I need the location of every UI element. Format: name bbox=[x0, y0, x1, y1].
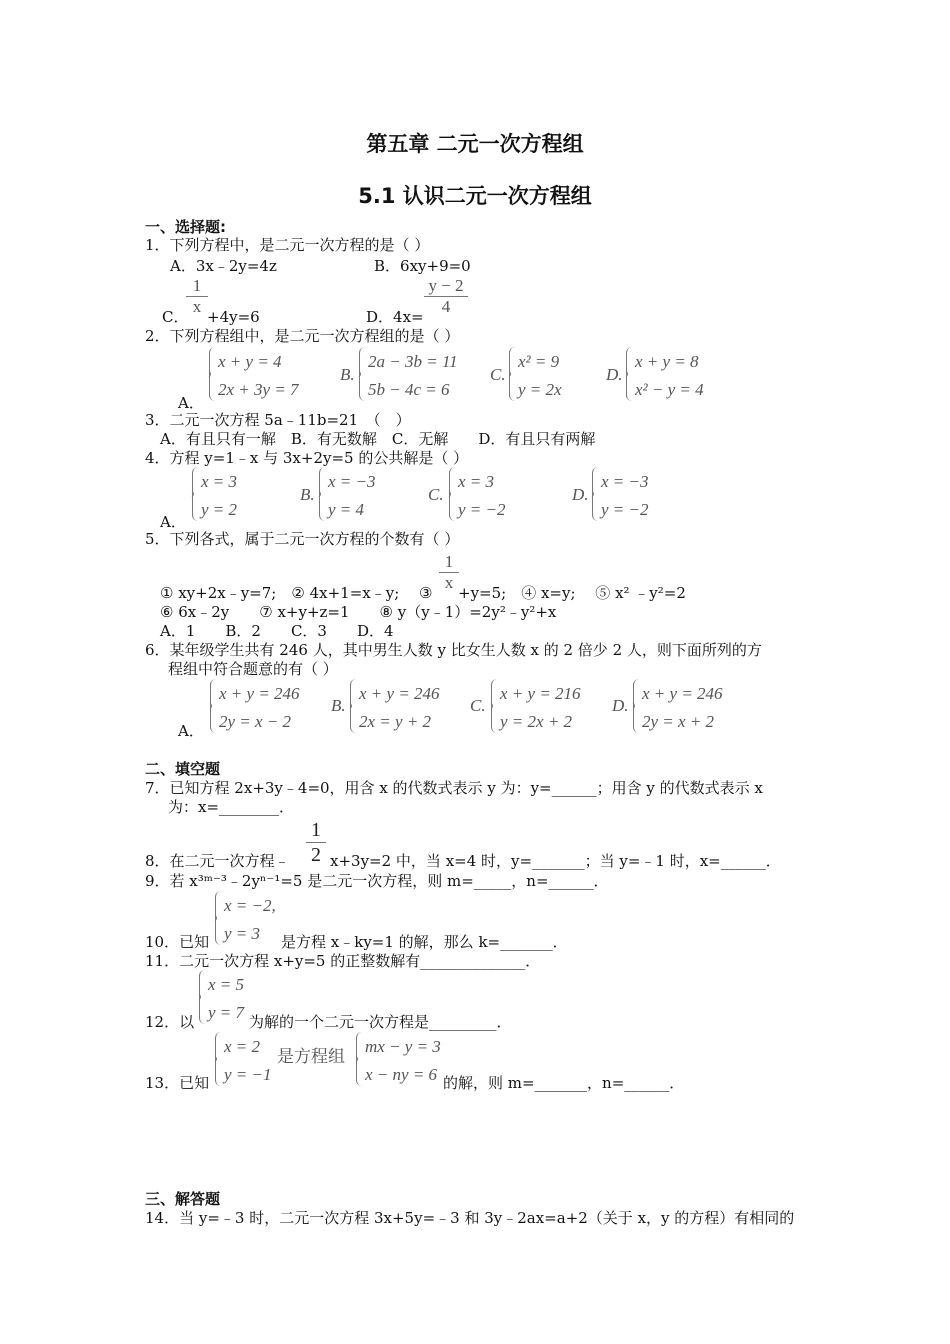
q1-c-denominator: x bbox=[192, 297, 202, 316]
q2-d-label: D. bbox=[606, 365, 623, 384]
part2-heading: 二、填空题 bbox=[145, 760, 221, 778]
q10-eq2: y = 3 bbox=[224, 924, 261, 943]
q6-c-label: C. bbox=[470, 696, 486, 715]
q4-d-eq2: y = −2 bbox=[601, 500, 649, 519]
q5-line2: ⑥ 6x﹣2y ⑦ x+y+z=1 ⑧ y（y﹣1）=2y²﹣y²+x bbox=[160, 603, 557, 621]
q6-stem-line1: 6．某年级学生共有 246 人，其中男生人数 y 比女生人数 x 的 2 倍少 2 人，则下面所列的方 bbox=[145, 641, 762, 659]
q13-part2: 的解，则 m=_______，n=______． bbox=[443, 1074, 685, 1092]
q5-denominator: x bbox=[444, 573, 454, 592]
chapter-title: 第五章 二元一次方程组 bbox=[366, 132, 584, 156]
q6-b-eq1: x + y = 246 bbox=[359, 684, 440, 703]
q6-c-eq1: x + y = 216 bbox=[500, 684, 581, 703]
q2-b-label: B. bbox=[340, 365, 355, 384]
q1-c-fraction bbox=[186, 276, 208, 317]
q8-fraction bbox=[306, 818, 326, 867]
q1-option-d-label: D．4x= bbox=[366, 308, 424, 326]
q12-part2: 为解的一个二元一次方程是_________． bbox=[249, 1013, 512, 1031]
brace-icon bbox=[626, 347, 633, 401]
q13-eq1: x = 2 bbox=[224, 1037, 261, 1056]
part3-heading: 三、解答题 bbox=[145, 1190, 221, 1208]
q2-a-eq2: 2x + 3y = 7 bbox=[218, 380, 299, 399]
q2-a-eq1: x + y = 4 bbox=[218, 352, 282, 371]
q1-d-numerator: y − 2 bbox=[424, 276, 468, 297]
q12-eq2: y = 7 bbox=[208, 1003, 245, 1022]
q6-d-label: D. bbox=[612, 696, 629, 715]
q3-options: A．有且只有一解 B．有无数解 C．无解 D．有且只有两解 bbox=[160, 430, 596, 448]
q4-a-eq2: y = 2 bbox=[201, 500, 238, 519]
q8-denominator: 2 bbox=[311, 844, 321, 866]
q7-line1: 7．已知方程 2x+3y﹣4=0，用含 x 的代数式表示 y 为：y=______；用含 y 的代数式表示 x bbox=[145, 779, 763, 797]
q4-b-eq2: y = 4 bbox=[328, 500, 365, 519]
q10-part1: 10．已知 bbox=[145, 933, 210, 951]
brace-icon bbox=[210, 679, 217, 733]
brace-icon bbox=[359, 347, 366, 401]
q11: 11．二元一次方程 x+y=5 的正整数解有______________． bbox=[145, 952, 541, 970]
brace-icon bbox=[319, 467, 326, 521]
q2-c-label: C. bbox=[490, 365, 506, 384]
q1-c-numerator: 1 bbox=[186, 276, 208, 297]
brace-icon bbox=[215, 1032, 222, 1086]
q3-stem: 3．二元一次方程 5a﹣11b=21 （ ） bbox=[145, 411, 411, 429]
q4-b-eq1: x = −3 bbox=[328, 472, 376, 491]
q2-c-eq2: y = 2x bbox=[518, 380, 562, 399]
q14: 14．当 y=﹣3 时，二元一次方程 3x+5y=﹣3 和 3y﹣2ax=a+2（关于 x，y 的方程）有相同的 bbox=[145, 1209, 795, 1227]
q5-line1a: ① xy+2x﹣y=7; ② 4x+1=x﹣y; ③ bbox=[160, 584, 433, 602]
q2-b-eq2: 5b − 4c = 6 bbox=[368, 380, 450, 399]
brace-icon bbox=[356, 1032, 363, 1086]
q4-stem: 4．方程 y=1﹣x 与 3x+2y=5 的公共解是（ ） bbox=[145, 449, 469, 467]
q2-a-label: A． bbox=[178, 394, 204, 412]
q8-part2: x+3y=2 中，当 x=4 时，y=_______；当 y=﹣1 时，x=______． bbox=[330, 852, 781, 870]
q4-d-eq1: x = −3 bbox=[601, 472, 649, 491]
q8-numerator: 1 bbox=[306, 818, 326, 843]
brace-icon bbox=[592, 467, 599, 521]
q4-c-label: C. bbox=[428, 485, 444, 504]
q4-d-label: D. bbox=[572, 485, 589, 504]
q2-d-eq2: x² − y = 4 bbox=[635, 380, 704, 399]
q1-option-c-label: C． bbox=[162, 308, 189, 326]
q13-eq4: x − ny = 6 bbox=[365, 1065, 438, 1084]
q6-d-eq1: x + y = 246 bbox=[642, 684, 723, 703]
q8-part1: 8．在二元一次方程﹣ bbox=[145, 852, 290, 870]
q5-line1b: +y=5; ④ x=y; ⑤ x² ﹣y²=2 bbox=[458, 584, 686, 602]
q13-part1: 13．已知 bbox=[145, 1074, 210, 1092]
brace-icon bbox=[215, 891, 222, 945]
q13-eq2: y = −1 bbox=[224, 1065, 272, 1084]
q5-numerator: 1 bbox=[439, 552, 459, 573]
q4-a-eq1: x = 3 bbox=[201, 472, 238, 491]
q6-d-eq2: 2y = x + 2 bbox=[642, 712, 715, 731]
q6-a-label: A． bbox=[178, 722, 204, 740]
brace-icon bbox=[209, 347, 216, 401]
q2-b-eq1: 2a − 3b = 11 bbox=[368, 352, 458, 371]
q6-b-eq2: 2x = y + 2 bbox=[359, 712, 432, 731]
q10-part2: 是方程 x﹣ky=1 的解，那么 k=_______． bbox=[281, 933, 568, 951]
q13-middle-text: 是方程组 bbox=[277, 1047, 345, 1067]
q1-option-a: A．3x﹣2y=4z bbox=[170, 257, 277, 275]
q2-d-eq1: x + y = 8 bbox=[635, 352, 699, 371]
q1-d-fraction bbox=[424, 276, 468, 317]
q6-b-label: B. bbox=[331, 696, 346, 715]
brace-icon bbox=[509, 347, 516, 401]
q2-stem: 2．下列方程组中，是二元一次方程组的是（ ） bbox=[145, 327, 460, 345]
q7-line2: 为：x=________． bbox=[168, 798, 295, 816]
q10-eq1: x = −2, bbox=[224, 896, 276, 915]
brace-icon bbox=[633, 679, 640, 733]
q1-option-c-rest: +4y=6 bbox=[207, 308, 260, 326]
brace-icon bbox=[350, 679, 357, 733]
brace-icon bbox=[449, 467, 456, 521]
section-title: 5.1 认识二元一次方程组 bbox=[358, 184, 592, 208]
q1-stem: 1．下列方程中，是二元一次方程的是（ ） bbox=[145, 236, 430, 254]
q5-stem: 5．下列各式，属于二元一次方程的个数有（ ） bbox=[145, 530, 460, 548]
q5-fraction bbox=[439, 552, 459, 593]
part1-heading: 一、选择题: bbox=[145, 218, 226, 236]
q4-b-label: B. bbox=[300, 485, 315, 504]
q2-c-eq1: x² = 9 bbox=[518, 352, 560, 371]
q5-options: A．1 B．2 C．3 D．4 bbox=[160, 622, 394, 640]
q13-eq3: mx − y = 3 bbox=[365, 1037, 441, 1056]
brace-icon bbox=[491, 679, 498, 733]
q6-a-eq1: x + y = 246 bbox=[219, 684, 300, 703]
q12-part1: 12．以 bbox=[145, 1013, 195, 1031]
q6-c-eq2: y = 2x + 2 bbox=[500, 712, 573, 731]
q1-d-denominator: 4 bbox=[441, 297, 451, 316]
q6-stem-line2: 程组中符合题意的有（ ） bbox=[168, 660, 338, 678]
q6-a-eq2: 2y = x − 2 bbox=[219, 712, 292, 731]
brace-icon bbox=[192, 467, 199, 521]
q12-eq1: x = 5 bbox=[208, 975, 245, 994]
q4-c-eq1: x = 3 bbox=[458, 472, 495, 491]
q9: 9．若 x³ᵐ⁻³﹣2yⁿ⁻¹=5 是二元一次方程，则 m=_____，n=______． bbox=[145, 872, 609, 890]
q4-c-eq2: y = −2 bbox=[458, 500, 506, 519]
brace-icon bbox=[199, 970, 206, 1024]
q1-option-b: B．6xy+9=0 bbox=[374, 257, 471, 275]
q4-a-label: A． bbox=[160, 513, 186, 531]
